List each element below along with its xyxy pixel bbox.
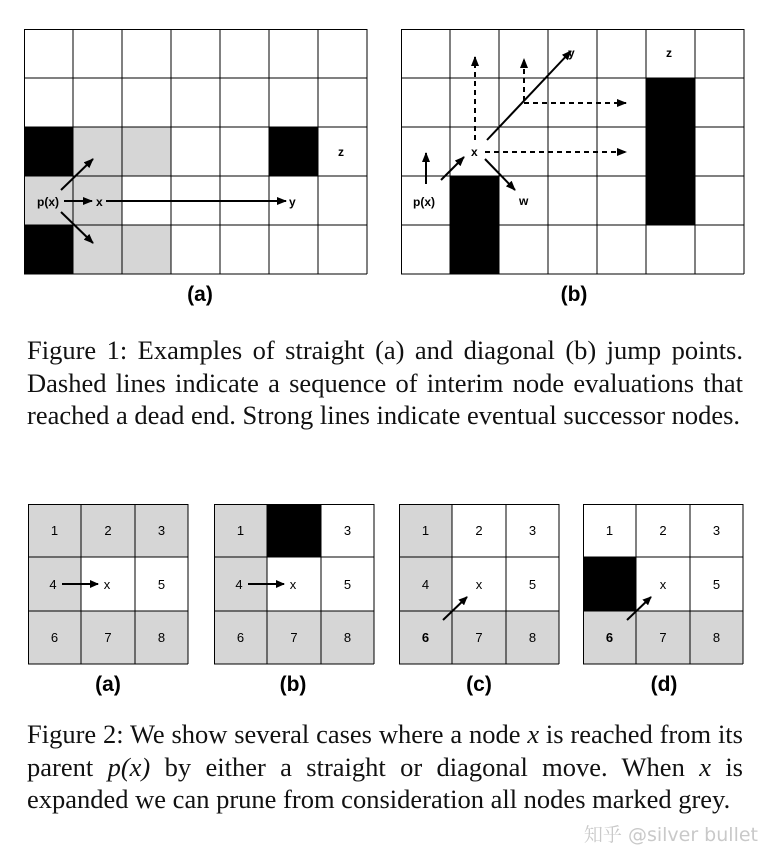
caption-text: by either a straight or diagonal move. When xyxy=(150,751,700,782)
cell-label: 7 xyxy=(290,630,298,645)
figure1-panel-a-label: (a) xyxy=(187,283,213,306)
cell-label: x xyxy=(475,577,483,592)
cell-label: 7 xyxy=(475,630,483,645)
cell-label: 3 xyxy=(528,523,537,538)
cell-label: 4 xyxy=(49,577,57,592)
cell-label: 2 xyxy=(659,523,667,538)
grey-cell xyxy=(122,127,171,176)
cell-label: 5 xyxy=(712,577,721,592)
cell-label: x xyxy=(659,577,667,592)
node-z-label: z xyxy=(666,46,672,60)
figure2-panel-d-label: (d) xyxy=(650,673,678,696)
node-x-label: x xyxy=(96,195,103,209)
cell-label: 8 xyxy=(528,630,537,645)
node-w-label: w xyxy=(519,194,529,208)
cell-label: 8 xyxy=(712,630,721,645)
node-x-label: x xyxy=(471,145,478,159)
cell-label: 3 xyxy=(343,523,352,538)
cell-label: 6 xyxy=(605,630,614,645)
cell-label: 1 xyxy=(236,523,245,538)
node-parent-label: p(x) xyxy=(37,195,59,209)
obstacle-cell xyxy=(24,225,73,274)
cell-label: 8 xyxy=(157,630,166,645)
caption-text: Figure 2: We show several cases where a node xyxy=(27,719,528,749)
node-y-label: y xyxy=(568,46,575,60)
figure2-panel-d-grid xyxy=(583,504,744,665)
watermark: 知乎 @silver bullet xyxy=(583,824,758,846)
cell-label: 1 xyxy=(421,523,430,538)
caption-text: is reached from its parent xyxy=(27,719,743,782)
cell-label: 2 xyxy=(475,523,483,538)
node-parent-label: p(x) xyxy=(413,195,435,209)
figure2-panel-a-grid xyxy=(28,504,189,665)
cell-label: 7 xyxy=(104,630,112,645)
figure2-panel-b-grid xyxy=(214,504,375,665)
obstacle-cell xyxy=(267,504,321,557)
figure1-caption: Figure 1: Examples of straight (a) and diagonal (b) jump points. Dashed lines indicate a sequence of interim node evaluations that reached a dead end. Strong lines indicate eventual successor nodes. xyxy=(27,335,743,430)
grey-cell xyxy=(122,225,171,274)
obstacle-cell xyxy=(646,78,695,225)
cell-label: 7 xyxy=(659,630,667,645)
figure1-panel-a-grid xyxy=(24,29,370,275)
grey-cell xyxy=(73,225,122,274)
caption-math-x: x xyxy=(699,751,711,782)
figure1-panel-b-label: (b) xyxy=(560,283,588,306)
figure2-panel-b-label: (b) xyxy=(279,673,307,696)
grey-cell xyxy=(73,127,122,176)
figure2-panel-a-label: (a) xyxy=(95,673,121,696)
cell-label: 5 xyxy=(528,577,537,592)
cell-label: 3 xyxy=(712,523,721,538)
caption-text: is expanded we can prune from consideration all nodes marked grey. xyxy=(27,751,743,814)
caption-math-x: x xyxy=(527,719,540,749)
figure2-panel-c-grid xyxy=(399,504,560,665)
cell-label: 6 xyxy=(236,630,245,645)
cell-label: 8 xyxy=(343,630,352,645)
cell-label: x xyxy=(103,577,111,592)
node-y-label: y xyxy=(289,195,296,209)
caption-math-px: p(x) xyxy=(107,751,151,782)
cell-label: 1 xyxy=(50,523,59,538)
cell-label: 2 xyxy=(104,523,112,538)
cell-label: 5 xyxy=(343,577,352,592)
figure2-caption xyxy=(27,718,743,816)
node-z-label: z xyxy=(338,145,344,159)
cell-label: 1 xyxy=(605,523,614,538)
figure2-panel-c-label: (c) xyxy=(466,673,492,696)
obstacle-cell xyxy=(583,557,636,611)
cell-label: 4 xyxy=(235,577,243,592)
cell-label: 6 xyxy=(421,630,430,645)
cell-label: 4 xyxy=(421,577,430,592)
figure1-panel-b-grid xyxy=(401,29,747,275)
cell-label: 3 xyxy=(157,523,166,538)
cell-label: 6 xyxy=(50,630,59,645)
cell-label: x xyxy=(289,577,297,592)
obstacle-cell xyxy=(269,127,318,176)
cell-label: 5 xyxy=(157,577,166,592)
obstacle-cell xyxy=(24,127,73,176)
